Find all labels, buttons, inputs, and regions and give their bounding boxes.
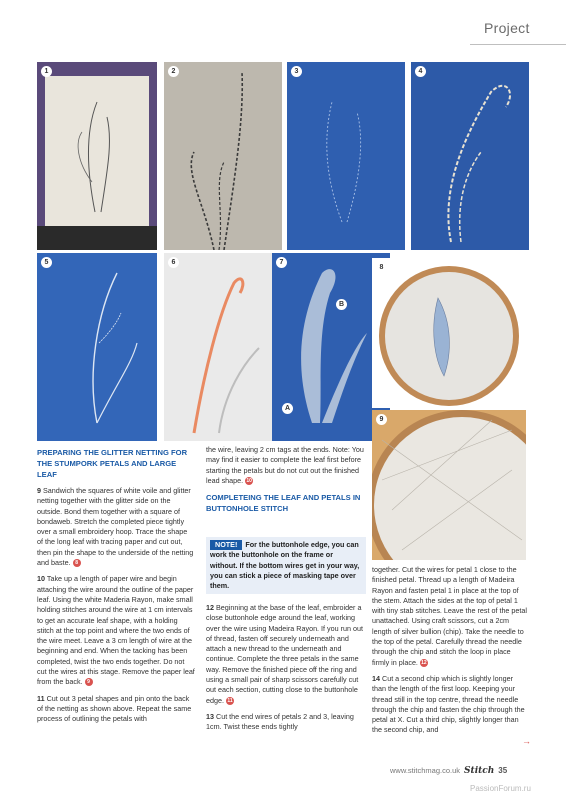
- note-text: For the buttonhole edge, you can work the buttonhole on the frame or without. If the bottom wires get in your way, you can stick a piece of masking tape over them.: [210, 540, 360, 591]
- photo-number: 5: [41, 257, 52, 268]
- text-column-1: [37, 447, 195, 731]
- step-11: 11 Cut out 3 petal shapes and pin onto the back of the netting as shown above. Repeat the same process of outlining the petals with: [37, 693, 192, 724]
- text-column-2: [206, 445, 364, 520]
- photo-9: [372, 410, 526, 560]
- magazine-logo: Stitch: [464, 766, 495, 776]
- footer-url[interactable]: www.stitchmag.co.uk: [390, 766, 461, 775]
- photo-number: 8: [376, 262, 387, 273]
- photo-number: 6: [168, 257, 179, 268]
- photo-1: [37, 62, 157, 250]
- photo-ref-badge: 10: [246, 477, 252, 484]
- section-heading: PREPARING THE GLITTER NETTING FOR THE STUMPORK PETALS AND LARGE LEAF: [37, 448, 188, 479]
- step-12: 12 Beginning at the base of the leaf, embroider a close buttonhole edge around the leaf, working over the wire using Madeira Rayon. If you run out of thread, fasten off securely underneath and attach a new thread to the underneath and continue. Complete the three petals in the same way. Remove the finished piece off the ring and using a small pair of sharp scissors carefully cut out each section, cutting close to the buttonhole edge. 11: [206, 603, 364, 705]
- photo-ref-badge: 8: [73, 559, 81, 567]
- photo-8: [372, 258, 526, 408]
- photo-2: [164, 62, 282, 250]
- photo-number: 3: [291, 66, 302, 77]
- text-column-3: [372, 565, 528, 742]
- label-b: B: [336, 299, 347, 310]
- photo-ref-badge: 11: [227, 697, 233, 704]
- label-a: A: [282, 403, 293, 414]
- step-10: 10 Take up a length of paper wire and begin attaching the wire around the outline of the paper leaf. Using the white Maderia Rayon, make small holding stitches around the wire at 1 cm intervals to get an accurate leaf shape, with a holding stitch at the top point and where the two ends of the wire meet. Leave a 3 cm length of wire at the beginning and end. When the tacking has been completed, twist the two ends together. Do not cut the wires at this stage. Remove the paper leaf from the back. 9: [37, 574, 195, 687]
- step-14: 14 Cut a second chip which is slightly longer than the length of the first loop. Keeping your thread still in the top centre, thread the needle through the chip and fasten the chip through the petal at X. Cut a third chip, slightly longer than the second chip, and: [372, 673, 525, 735]
- note-tag: NOTE!: [210, 540, 242, 550]
- note-box: [206, 537, 366, 594]
- section-heading: COMPLETEING THE LEAF AND PETALS IN BUTTONHOLE STITCH: [206, 493, 361, 514]
- photo-5: [37, 253, 157, 441]
- step-9: 9 Sandwich the squares of white voile and glitter netting together with the glitter side on the outside. Bond them together with a square of bondaweb. Stretch the completed piece tightly over a small embroidery hoop. Trace the shape of the long leaf with tracing paper and cut out, then pin the shape to the underside of the netting and baste. 8: [37, 486, 194, 568]
- photo-number: 2: [168, 66, 179, 77]
- watermark: PassionForum.ru: [470, 784, 531, 793]
- photo-number: 1: [41, 66, 52, 77]
- photo-ref-badge: 12: [421, 659, 427, 666]
- step-11-cont: the wire, leaving 2 cm tags at the ends. Note: You may find it easier to complete the leaf first before starting the petals but do not cut out the finished lead shape. 10: [206, 445, 364, 485]
- photo-number: 7: [276, 257, 287, 268]
- step-13: 13 Cut the end wires of petals 2 and 3, leaving 1cm. Twist these ends tightly: [206, 711, 354, 732]
- page-number: 35: [498, 766, 508, 775]
- photo-4: [411, 62, 529, 250]
- photo-ref-badge: 9: [85, 678, 93, 686]
- text-column-2-lower: [206, 603, 364, 739]
- step-13-cont: together. Cut the wires for petal 1 close to the finished petal. Thread up a length of Madeira Rayon and fasten petal 1 in place at the top of the stem. Attach the sides at the top of petal 1 with tiny stab stitches. Leave the rest of the petal unattached. Using craft scissors, cut a 2cm length of silver bullion (chip). Take the needle to the top of the petal. Carefully thread the needle through the chip and stitch the loop in place firmly in place. 12: [372, 565, 528, 667]
- photo-6: [164, 253, 287, 441]
- page-footer: [390, 766, 507, 776]
- continue-arrow-icon: →: [522, 736, 531, 746]
- section-title: Project: [484, 20, 530, 36]
- photo-number: 4: [415, 66, 426, 77]
- photo-3: [287, 62, 405, 250]
- photo-number: 9: [376, 414, 387, 425]
- section-tab: [470, 18, 566, 45]
